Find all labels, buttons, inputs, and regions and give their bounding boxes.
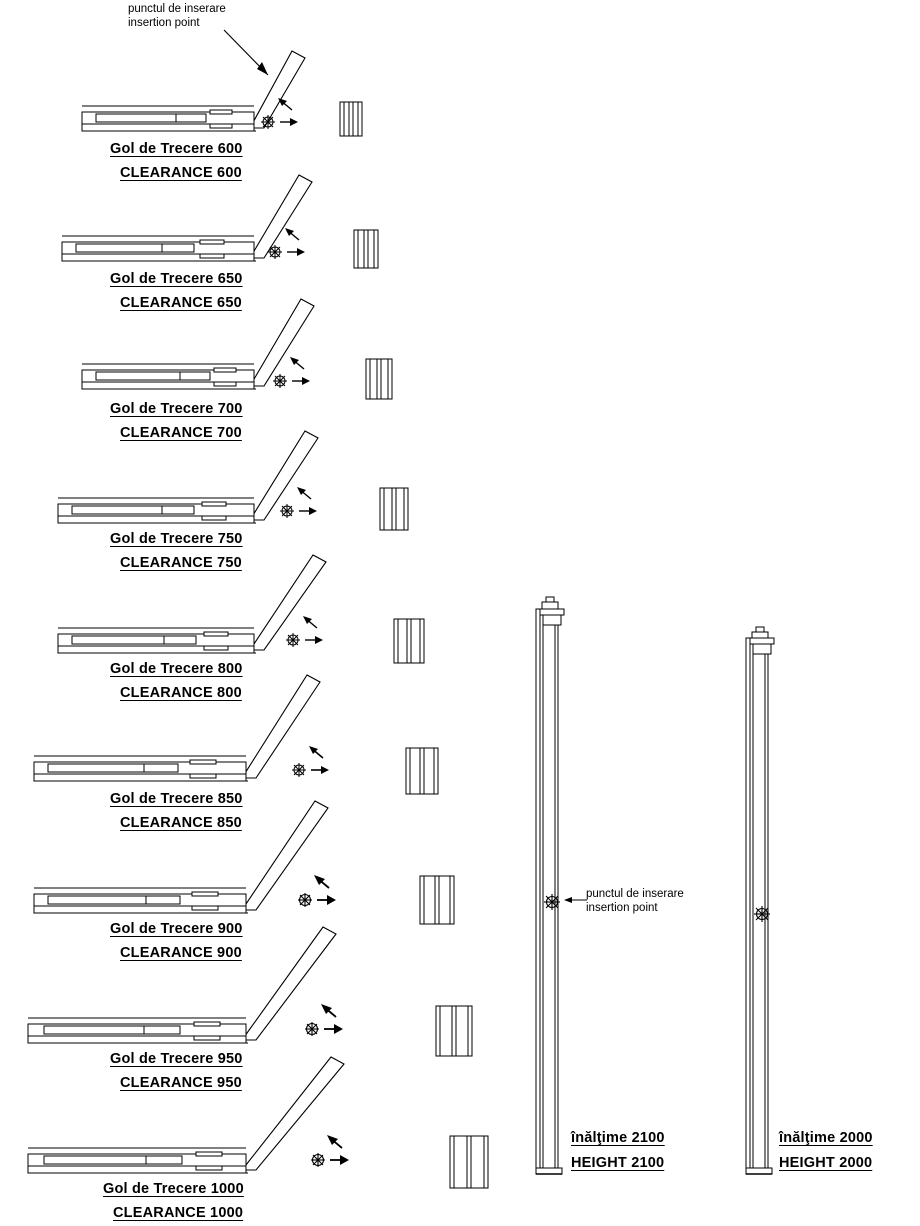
label-en-850: CLEARANCE 850	[120, 815, 242, 831]
label-ro-700: Gol de Trecere 700	[110, 401, 243, 417]
insertion-point-marker-1000	[308, 1134, 364, 1174]
label-ro-950: Gol de Trecere 950	[110, 1051, 243, 1067]
label-ro-900: Gol de Trecere 900	[110, 921, 243, 937]
label-en-800: CLEARANCE 800	[120, 685, 242, 701]
column-callout-line-ro: punctul de inserare	[586, 888, 684, 900]
insertion-point-marker-950	[302, 1003, 358, 1043]
top-callout-line-ro: punctul de inserare	[128, 3, 226, 15]
label-en-height-2100: HEIGHT 2100	[571, 1155, 665, 1171]
profile-section-750	[376, 486, 412, 534]
profile-section-850	[402, 746, 442, 798]
profile-section-1000	[446, 1134, 492, 1192]
insertion-point-marker-750	[277, 485, 333, 525]
column-insertion-marker-2000	[751, 903, 773, 925]
label-en-700: CLEARANCE 700	[120, 425, 242, 441]
profile-section-600	[336, 100, 366, 140]
insertion-point-marker-850	[289, 744, 345, 784]
label-ro-1000: Gol de Trecere 1000	[103, 1181, 244, 1197]
profile-section-650	[350, 228, 382, 272]
insertion-point-marker-600	[258, 96, 314, 136]
insertion-point-marker-700	[270, 355, 326, 395]
label-ro-height-2100: înălţime 2100	[571, 1130, 665, 1146]
label-ro-750: Gol de Trecere 750	[110, 531, 243, 547]
profile-section-950	[432, 1004, 476, 1060]
top-callout-line-en: insertion point	[128, 17, 200, 29]
label-ro-600: Gol de Trecere 600	[110, 141, 243, 157]
insertion-point-marker-650	[265, 226, 321, 266]
profile-section-700	[362, 357, 396, 403]
profile-section-900	[416, 874, 458, 928]
label-en-750: CLEARANCE 750	[120, 555, 242, 571]
top-insertion-point-callout	[128, 2, 226, 30]
label-en-950: CLEARANCE 950	[120, 1075, 242, 1091]
column-callout-line-en: insertion point	[586, 902, 658, 914]
insertion-point-marker-900	[295, 874, 351, 914]
label-ro-800: Gol de Trecere 800	[110, 661, 243, 677]
label-en-1000: CLEARANCE 1000	[113, 1205, 244, 1221]
label-ro-height-2000: înălţime 2000	[779, 1130, 873, 1146]
column-insertion-marker-2100	[541, 891, 563, 913]
profile-section-800	[390, 617, 428, 667]
column-insertion-point-callout	[586, 887, 684, 915]
label-en-600: CLEARANCE 600	[120, 165, 242, 181]
insertion-point-marker-800	[283, 614, 339, 654]
label-ro-650: Gol de Trecere 650	[110, 271, 243, 287]
label-en-900: CLEARANCE 900	[120, 945, 242, 961]
column-height-2100	[528, 594, 588, 1184]
label-en-height-2000: HEIGHT 2000	[779, 1155, 873, 1171]
label-ro-850: Gol de Trecere 850	[110, 791, 243, 807]
label-en-650: CLEARANCE 650	[120, 295, 242, 311]
